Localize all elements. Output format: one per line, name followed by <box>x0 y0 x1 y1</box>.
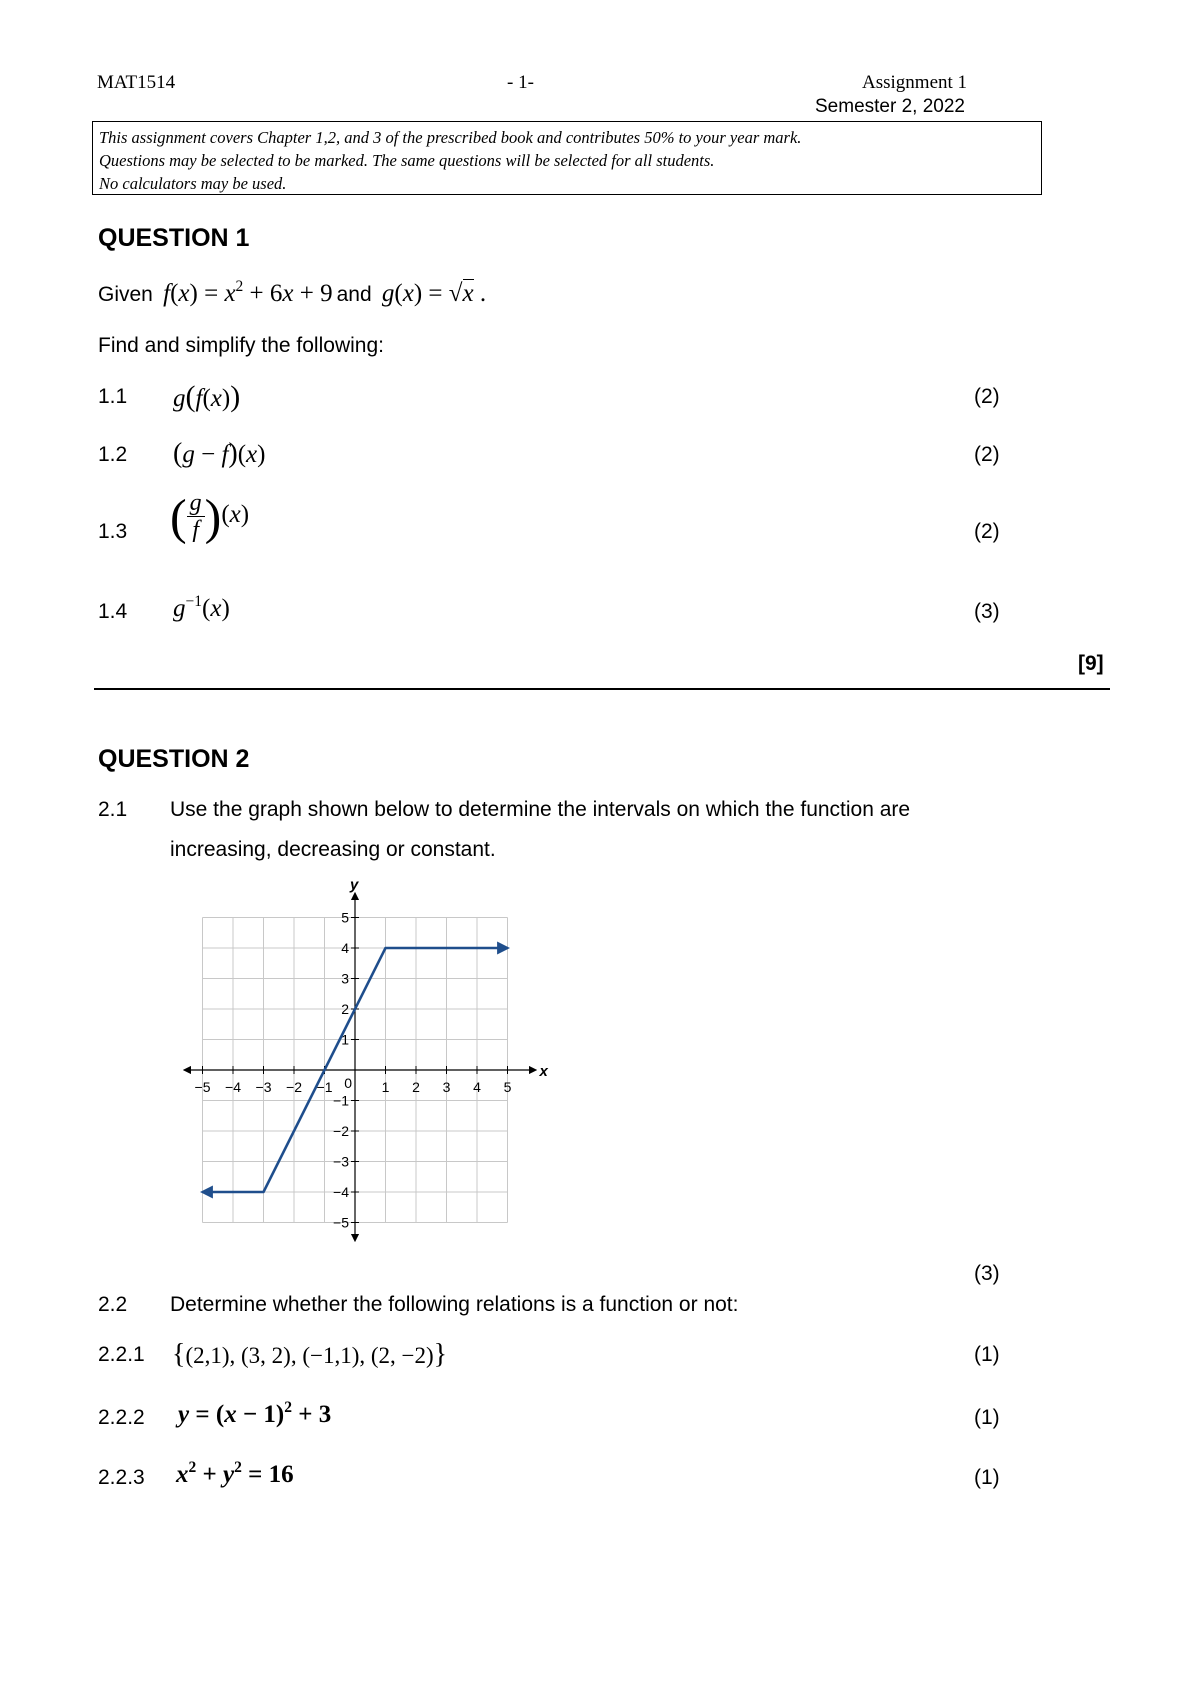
info-line: This assignment covers Chapter 1,2, and 3 of the prescribed book and contributes 50% to your year mark. <box>99 128 802 147</box>
x-tick-label: −1 <box>316 1079 333 1095</box>
item-number: 2.2.3 <box>98 1466 145 1489</box>
given-word: Given <box>98 283 153 306</box>
expr-g-of-f: g(f(x)) <box>173 380 241 413</box>
question-1-title: QUESTION 1 <box>98 224 250 252</box>
relation-parabola: $y = (x - 1)^2 + 3$ <box>178 1398 332 1428</box>
item-mark: (2) <box>974 385 1000 408</box>
x-tick-label: 2 <box>412 1079 420 1095</box>
relation-set: {(2,1), (3, 2), (−1,1), (2, −2)} <box>172 1339 448 1370</box>
assignment-label: Assignment 1 <box>862 72 968 93</box>
y-tick-label: 4 <box>341 940 349 956</box>
x-tick-label: −5 <box>194 1079 211 1095</box>
page-number: - 1- <box>507 72 534 93</box>
item-number: 1.3 <box>98 520 128 543</box>
item-mark: (1) <box>974 1466 1000 1489</box>
y-axis-label: y <box>350 880 359 894</box>
function-graph <box>180 880 550 1250</box>
item-2-2-text: Determine whether the following relations is a function or not: <box>170 1293 739 1316</box>
item-mark: (3) <box>974 600 1000 623</box>
question-1-total: [9] <box>1078 652 1104 675</box>
info-line: No calculators may be used. <box>99 174 287 193</box>
item-number: 1.1 <box>98 385 128 408</box>
semester-label: Semester 2, 2022 <box>815 96 965 117</box>
f-definition: $f(x) = x^2 + 6x + 9$ <box>156 277 333 307</box>
item-2-1-text-b: increasing, decreasing or constant. <box>170 838 496 861</box>
x-tick-label: 1 <box>381 1079 390 1095</box>
x-axis-label: x <box>539 1063 548 1080</box>
y-tick-label: −2 <box>333 1123 349 1139</box>
q1-instruction: Find and simplify the following: <box>98 334 384 357</box>
info-line: Questions may be selected to be marked. The same questions will be selected for all students. <box>99 151 715 170</box>
info-box <box>92 121 1042 195</box>
y-tick-label: 5 <box>341 909 349 926</box>
y-tick-label: −5 <box>333 1214 349 1231</box>
y-tick-label: −1 <box>333 1092 349 1109</box>
x-tick-label: −2 <box>286 1079 302 1095</box>
item-mark: (1) <box>974 1406 1000 1429</box>
item-mark: (2) <box>974 443 1000 466</box>
item-number: 2.2.2 <box>98 1406 145 1429</box>
origin-label: 0 <box>344 1075 352 1091</box>
item-mark: (3) <box>974 1262 1000 1285</box>
x-tick-label: −4 <box>225 1079 241 1095</box>
given-line <box>98 277 487 308</box>
item-number: 2.1 <box>98 798 128 821</box>
expr-g-minus-f: (g − f)(x) <box>173 438 266 469</box>
x-tick-label: 3 <box>442 1079 451 1095</box>
y-tick-label: −4 <box>333 1184 349 1200</box>
x-tick-label: 4 <box>473 1079 481 1095</box>
item-number: 2.2 <box>98 1293 128 1316</box>
item-2-1-text-a: Use the graph shown below to determine the intervals on which the function are <box>170 798 911 821</box>
relation-circle: $x^2 + y^2 = 16$ <box>176 1458 294 1488</box>
item-number: 1.2 <box>98 443 128 466</box>
course-code: MAT1514 <box>97 72 176 93</box>
x-tick-label: −3 <box>255 1079 272 1095</box>
g-definition: g(x) = √x . <box>375 280 487 307</box>
y-tick-label: −3 <box>333 1153 349 1170</box>
item-number: 2.2.1 <box>98 1343 145 1366</box>
x-tick-label: 5 <box>503 1079 512 1095</box>
expr-g-over-f: ( $\frac{g}{f}$ )(x) <box>170 488 250 545</box>
y-tick-label: 2 <box>341 1001 349 1017</box>
item-mark: (1) <box>974 1343 1000 1366</box>
item-mark: (2) <box>974 520 1000 543</box>
and-word: and <box>336 283 372 306</box>
y-tick-label: 3 <box>341 970 349 987</box>
item-number: 1.4 <box>98 600 128 623</box>
expr-g-inverse: $g^{-1}(x)$ <box>173 592 230 622</box>
y-tick-label: 1 <box>341 1031 349 1048</box>
question-2-title: QUESTION 2 <box>98 745 250 773</box>
section-divider <box>94 688 1110 690</box>
